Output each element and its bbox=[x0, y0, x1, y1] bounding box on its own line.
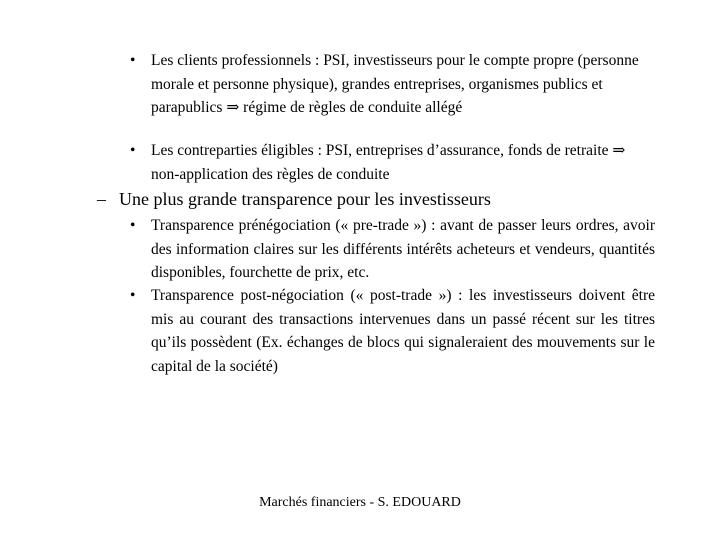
bullet-text: Les clients professionnels : PSI, investisseurs pour le compte propre (personne morale et personne physique), grandes entreprises, organismes publics et parapublics ⇒ régime de règles de conduite allégé bbox=[151, 52, 639, 116]
bullet-text: Transparence post-négociation (« post-trade ») : les investisseurs doivent être mis au courant des transactions intervenues dans un passé récent sur les titres qu’ils possèdent (Ex. échanges de blocs qui signaleraient des mouvements sur le capital de la société) bbox=[151, 287, 655, 375]
bullet-transparence-pre-trade bbox=[130, 214, 655, 285]
bullet-marker: • bbox=[130, 287, 136, 304]
bullet-clients-professionnels bbox=[130, 49, 655, 120]
bullet-text: Les contreparties éligibles : PSI, entreprises d’assurance, fonds de retraite ⇒ non-application des règles de conduite bbox=[151, 142, 626, 183]
dash-marker: – bbox=[97, 189, 106, 209]
bullet-marker: • bbox=[130, 52, 136, 69]
bullet-text: Transparence prénégociation (« pre-trade ») : avant de passer leurs ordres, avoir des information claires sur les différents intérêts acheteurs et vendeurs, quantités disponibles, fourchette de prix, etc. bbox=[151, 217, 655, 281]
bullet-transparence-investisseurs bbox=[97, 187, 657, 211]
bullet-transparence-post-trade bbox=[130, 284, 655, 378]
bullet-contreparties-eligibles bbox=[130, 139, 655, 186]
bullet-heading-text: Une plus grande transparence pour les investisseurs bbox=[119, 189, 491, 209]
slide-footer: Marchés financiers - S. EDOUARD bbox=[259, 495, 461, 510]
bullet-marker: • bbox=[130, 142, 136, 159]
bullet-marker: • bbox=[130, 217, 136, 234]
